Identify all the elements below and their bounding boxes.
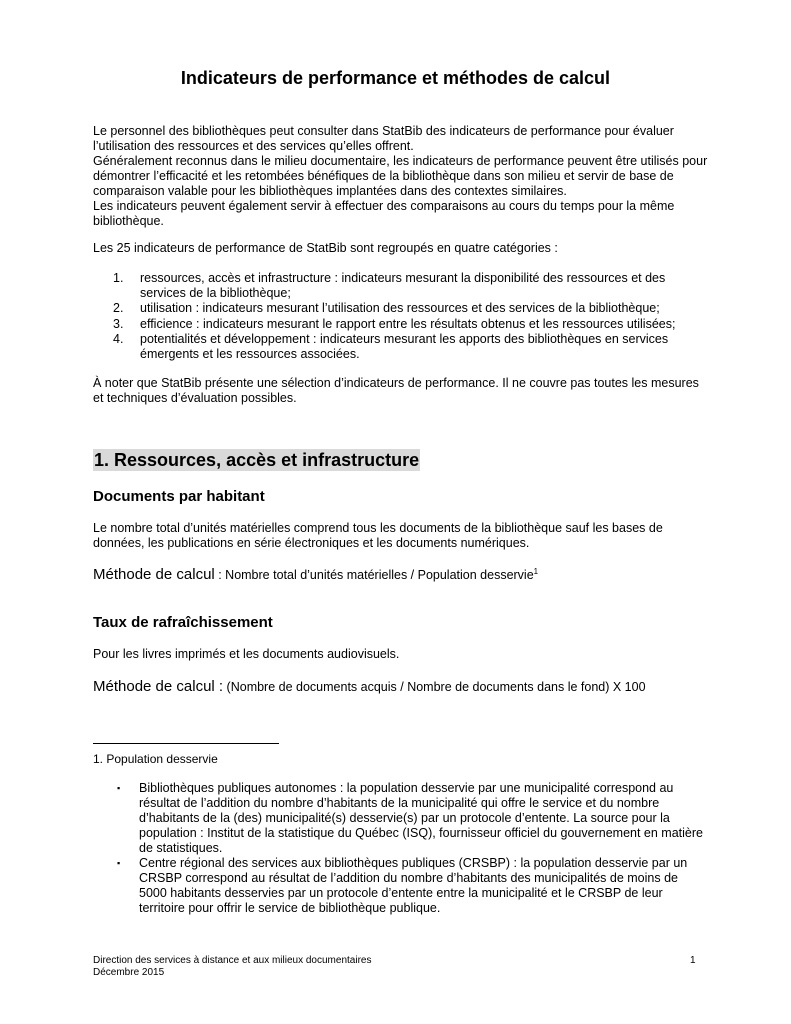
footer-date: Décembre 2015 <box>93 967 165 978</box>
intro-paragraph-4: Les 25 indicateurs de performance de StatBib sont regroupés en quatre catégories : <box>93 241 558 255</box>
refresh-rate-description: Pour les livres imprimés et les documents audiovisuels. <box>93 647 400 661</box>
list-item <box>117 856 707 916</box>
footnote-ref: 1 <box>533 566 539 576</box>
intro-paragraph-1: Le personnel des bibliothèques peut consulter dans StatBib des indicateurs de performance pour évaluer l’utilisation des ressources et des services qu’elles offrent. <box>93 124 674 154</box>
page-footer <box>93 955 371 979</box>
documents-method <box>93 566 538 583</box>
list-number: 2. <box>113 301 124 316</box>
footnote-bullets <box>117 781 707 916</box>
intro-paragraph-2: Généralement reconnus dans le milieu documentaire, les indicateurs de performance peuvent être utilisés pour démontrer l’efficacité et les retombées bénéfiques de la bibliothèque dans son milieu et servir de base de comparaison valable pour les bibliothèques implantées dans des contextes similaires. <box>93 154 708 199</box>
list-item <box>113 317 708 332</box>
list-item-text: efficience : indicateurs mesurant le rapport entre les résultats obtenus et les ressources utilisées; <box>140 316 676 331</box>
square-bullet-icon: ▪ <box>117 858 121 868</box>
subsection-heading-documents: Documents par habitant <box>93 488 265 505</box>
section-heading: 1. Ressources, accès et infrastructure <box>94 450 420 470</box>
refresh-rate-method <box>93 678 646 695</box>
bullet-text: Bibliothèques publiques autonomes : la population desservie par une municipalité correspond au résultat de l’addition du nombre d’habitants de la municipalité qui offre le service et du nombre d’habitants de la (des) municipalité(s) desservie(s) par un protocole d’entente. La source pour la population : Institut de la statistique du Québec (ISQ), fournisseur officiel du gouvernement en matière de statistiques. <box>139 781 703 855</box>
list-number: 3. <box>113 316 124 331</box>
subsection-heading-refresh-rate: Taux de rafraîchissement <box>93 614 273 631</box>
note-paragraph: À noter que StatBib présente une sélection d’indicateurs de performance. Il ne couvre pas toutes les mesures et techniques d’évaluation possibles. <box>93 376 699 406</box>
bullet-text: Centre régional des services aux bibliothèques publiques (CRSBP) : la population desservie par un CRSBP correspond au résultat de l’addition du nombre d’habitants des municipalités de moins de 5000 habitants desservies par un protocole d’entente entre la municipalité et le CRSBP de leur territoire pour offrir le service de bibliothèque publique. <box>139 856 688 915</box>
footnote-heading: 1. Population desservie <box>93 752 218 766</box>
category-list <box>113 271 708 362</box>
method-label: Méthode de calcul <box>93 566 215 583</box>
list-item <box>113 332 708 362</box>
page-title: Indicateurs de performance et méthodes de calcul <box>180 68 611 88</box>
method-formula: : Nombre total d’unités matérielles / Population desservie <box>214 568 534 582</box>
list-item <box>117 781 707 856</box>
square-bullet-icon: ▪ <box>117 783 121 793</box>
list-item-text: utilisation : indicateurs mesurant l’utilisation des ressources et des services de la bibliothèque; <box>140 301 660 316</box>
footnote-divider <box>93 743 279 744</box>
documents-description: Le nombre total d’unités matérielles comprend tous les documents de la bibliothèque sauf les bases de données, les publications en série électroniques et les documents numériques. <box>93 521 663 551</box>
footer-department: Direction des services à distance et aux milieux documentaires <box>93 955 372 966</box>
method-formula: (Nombre de documents acquis / Nombre de documents dans le fond) X 100 <box>223 680 646 694</box>
method-label: Méthode de calcul : <box>93 678 224 695</box>
list-item-text: ressources, accès et infrastructure : indicateurs mesurant la disponibilité des ressources et des services de la bibliothèque; <box>140 271 666 301</box>
list-number: 1. <box>113 271 124 285</box>
list-item-text: potentialités et développement : indicateurs mesurant les apports des bibliothèques en services émergents et les ressources associées. <box>140 331 669 362</box>
intro-paragraph-3: Les indicateurs peuvent également servir à effectuer des comparaisons au cours du temps pour la même bibliothèque. <box>93 199 675 229</box>
page-number: 1 <box>690 955 696 966</box>
list-item <box>113 271 708 301</box>
list-number: 4. <box>113 331 124 346</box>
list-item <box>113 301 708 316</box>
